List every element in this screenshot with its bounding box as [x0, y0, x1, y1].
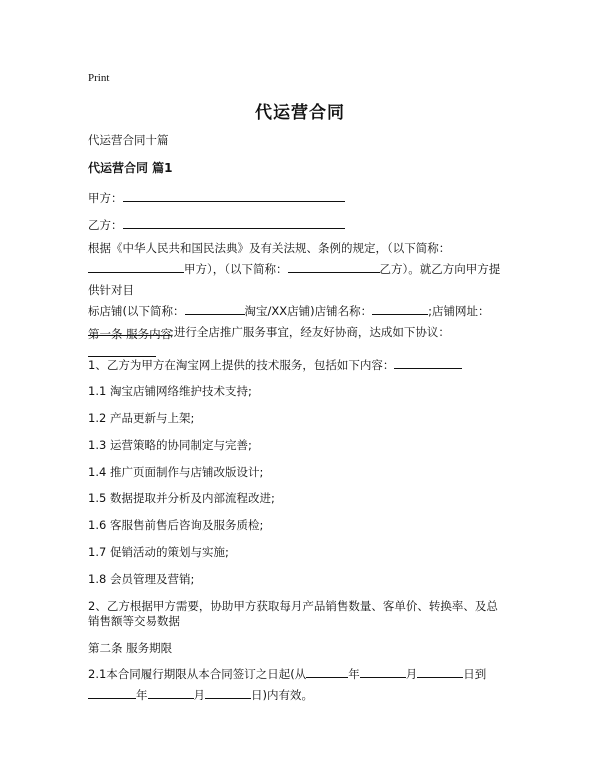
intro-text-4: 标店铺(以下简称： [88, 304, 185, 318]
item1-line [88, 356, 462, 372]
intro-blank-4 [372, 302, 428, 315]
party-a-label: 甲方： [88, 191, 123, 205]
list-item: 1.3 运营策略的协同制定与完善; [88, 438, 252, 452]
term-text-4: 日到 [463, 667, 487, 681]
intro-blank-3 [185, 302, 245, 315]
term-text-7: 日)内有效。 [251, 688, 313, 702]
term-text-2: 年 [348, 667, 360, 681]
article1-title: 第一条 服务内容 [88, 327, 173, 341]
intro-text-2: 甲方），（以下简称： [184, 262, 288, 276]
term-paragraph [88, 664, 508, 706]
document-title: 代运营合同 [255, 103, 345, 123]
list-item: 1.6 客服售前售后咨询及服务质检; [88, 518, 264, 532]
intro-text-1: 根据《中华人民共和国民法典》及有关法规、条例的规定，（以下简称： [88, 241, 451, 255]
section-heading: 代运营合同 篇1 [88, 161, 173, 175]
term-text-6: 月 [193, 688, 205, 702]
term-blank-month-start [360, 665, 406, 678]
intro-blank-1 [88, 260, 184, 273]
item2-line-1: 2、乙方根据甲方需要，协助甲方获取每月产品销售数量、客单价、转换率、及总 [88, 599, 498, 613]
list-item: 1.1 淘宝店铺网络维护技术支持; [88, 384, 252, 398]
list-item: 1.2 产品更新与上架; [88, 411, 195, 425]
term-blank-year-start [306, 665, 348, 678]
print-link[interactable]: Print [88, 72, 110, 84]
term-blank-day-end [205, 686, 251, 699]
term-text-3: 月 [405, 667, 418, 681]
term-blank-year-end [88, 686, 136, 699]
article2-title: 第二条 服务期限 [88, 641, 173, 655]
list-item: 1.5 数据提取并分析及内部流程改进; [88, 491, 275, 505]
intro-text-3: 乙方）。就乙方向甲方提供针对目 [88, 262, 501, 297]
term-blank-day-start [417, 665, 463, 678]
intro-text-5: 淘宝/XX店铺)店铺名称： [244, 304, 373, 318]
party-a-blank [123, 189, 345, 202]
item2-line-2: 销售额等交易数据 [88, 614, 180, 628]
intro-text-7: ;进行全店推广服务事宜，经友好协商，达成如下协议： [170, 325, 450, 339]
list-item: 1.8 会员管理及营销; [88, 572, 195, 586]
party-b-label: 乙方： [88, 218, 123, 232]
document-subtitle: 代运营合同十篇 [88, 133, 169, 147]
intro-blank-2 [288, 260, 380, 273]
item1-blank [394, 356, 462, 369]
list-item: 1.7 促销活动的策划与实施; [88, 545, 229, 559]
term-text-5: 年 [136, 688, 148, 702]
party-b-line [88, 216, 345, 232]
item1-text: 1、乙方为甲方在淘宝网上提供的技术服务，包括如下内容： [88, 358, 395, 372]
intro-text-6: ;店铺网址： [428, 304, 490, 318]
list-item: 1.4 推广页面制作与店铺改版设计; [88, 465, 264, 479]
party-a-line [88, 189, 345, 205]
term-text-1: 2.1本合同履行期限从本合同签订之日起(从 [88, 667, 307, 681]
party-b-blank [123, 216, 345, 229]
term-blank-month-end [148, 686, 194, 699]
intro-paragraph [88, 238, 508, 364]
